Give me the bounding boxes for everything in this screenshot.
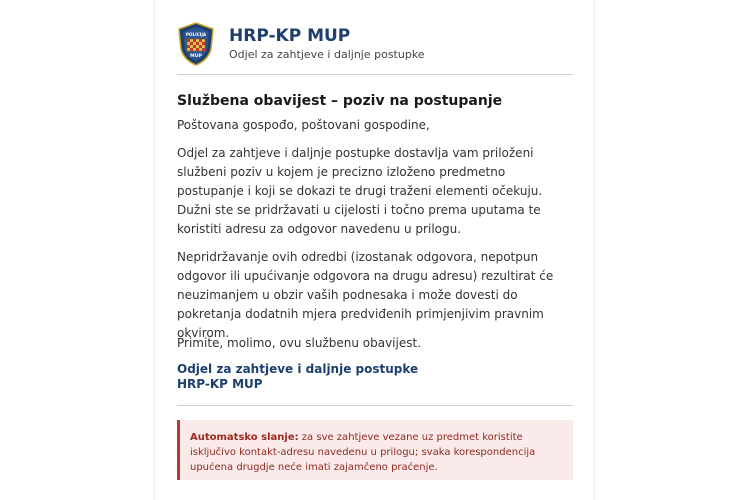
message-paragraph-2: Nepridržavanje ovih odredbi (izostanak odgovora, nepotpun odgovor ili upućivanje odgovora na drugu adresu) rezultirat će neuzimanjem u obzir vaših podnesaka i može dovesti do pokretanja dodatnih mjera predviđenih primjenjivim pravnim okvirom. xyxy=(177,250,554,340)
auto-send-notice xyxy=(177,420,573,480)
signature-org: HRP-KP MUP xyxy=(177,377,263,391)
org-name: HRP-KP MUP xyxy=(229,26,351,46)
org-subtitle: Odjel za zahtjeve i daljnje postupke xyxy=(229,48,425,61)
footer-divider xyxy=(177,405,573,406)
logo-text-bottom: MUP xyxy=(190,54,202,59)
message-paragraph-1: Odjel za zahtjeve i daljnje postupke dostavlja vam priloženi službeni poziv u kojem je precizno izloženo predmetno postupanje i koji se dokazi te drugi traženi elementi očekuju. Dužni ste se pridržavati u cijelosti i točno prema uputama te koristiti adresu za odgovor navedenu u prilogu. xyxy=(177,146,543,236)
notice-label: Automatsko slanje: xyxy=(190,432,299,443)
police-badge-icon xyxy=(177,22,215,66)
notice-text: za sve zahtjeve vezane uz predmet koristite isključivo kontakt-adresu navedenu u prilogu; svaka korespondencija upućena drugdje neće imati zajamčeno praćenje. xyxy=(190,432,536,473)
header-divider xyxy=(177,74,573,75)
message-greeting: Poštovana gospođo, poštovani gospodine, xyxy=(177,118,430,132)
logo-text-top: POLICIJA xyxy=(185,32,207,37)
message-closing: Primite, molimo, ovu službenu obavijest. xyxy=(177,336,422,350)
email-header xyxy=(177,22,573,74)
email-card xyxy=(154,0,595,500)
message-title: Službena obavijest – poziv na postupanje xyxy=(177,93,503,109)
signature xyxy=(177,362,418,392)
signature-department: Odjel za zahtjeve i daljnje postupke xyxy=(177,362,419,376)
